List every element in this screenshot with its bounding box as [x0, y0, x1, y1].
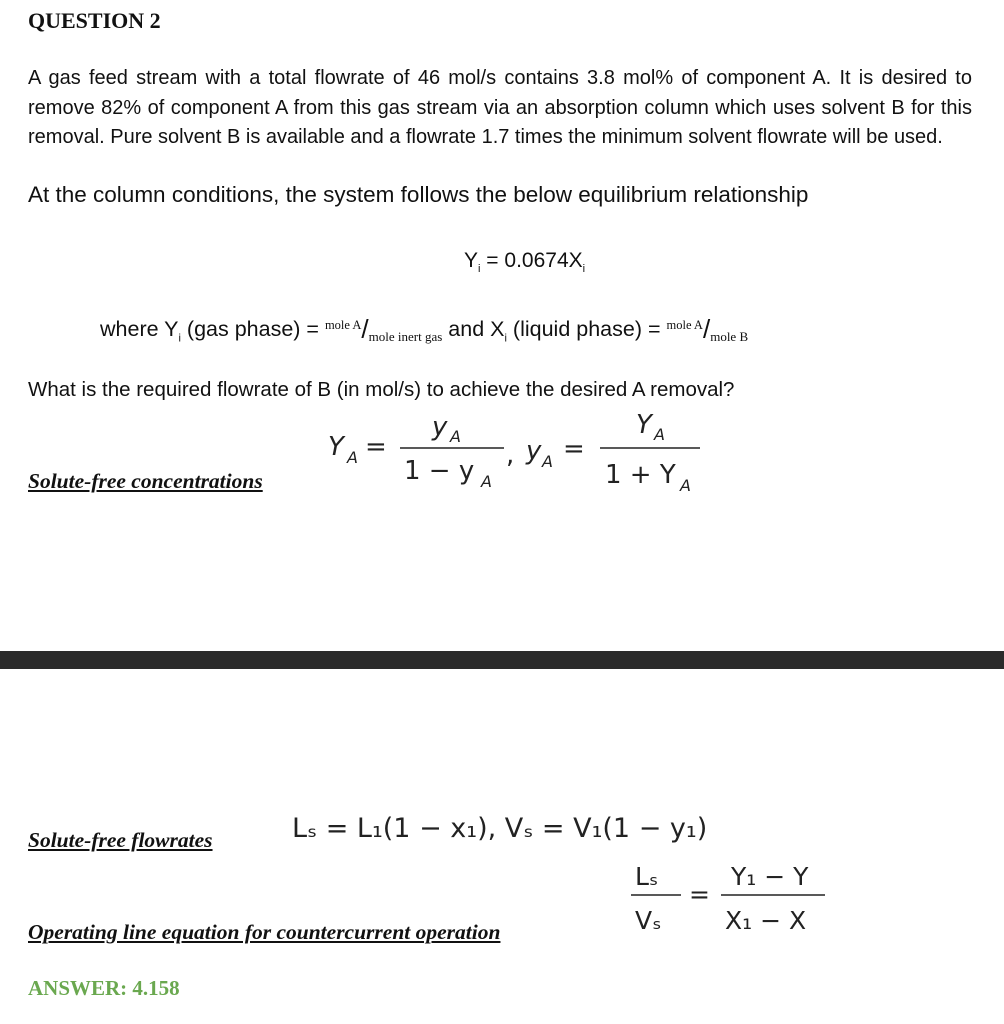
solute-free-concentrations-label: Solute-free concentrations — [28, 469, 263, 493]
concentration-formula — [320, 405, 720, 505]
equilibrium-rhs: = 0.0674X — [480, 249, 583, 272]
unit2-slash: / — [702, 314, 711, 344]
unit1-denominator: mole inert gas — [368, 329, 443, 344]
op-lhs-num: Lₛ — [635, 862, 659, 891]
conc-num1-sub: A — [450, 427, 461, 446]
answer-text: ANSWER: 4.158 — [28, 976, 180, 1000]
conc-lhs1: Y — [328, 432, 344, 462]
unit1-numerator: mole A — [324, 318, 362, 332]
equilibrium-lhs: Y — [464, 249, 479, 272]
conc-den1: 1 − y — [404, 456, 475, 486]
equilibrium-rhs-sub: i — [582, 263, 586, 276]
liquid-phase-text: (liquid phase) = — [506, 317, 667, 341]
unit1-slash: / — [361, 314, 369, 344]
question-prompt: What is the required flowrate of B (in mol/s) to achieve the desired A removal? — [28, 378, 735, 401]
op-rhs-den: X₁ − X — [725, 906, 807, 935]
op-eq: = — [689, 880, 710, 909]
conc-comma: , — [506, 440, 515, 470]
conc-num2: Y — [636, 410, 652, 440]
conc-den2-sub: A — [680, 476, 691, 495]
section-divider — [0, 651, 1004, 669]
unit2-denominator: mole B — [710, 329, 749, 344]
and-x-text: and X — [442, 317, 505, 341]
conc-den1-sub: A — [481, 472, 492, 491]
conc-eq2: = — [563, 434, 585, 464]
solute-free-flowrates-label: Solute-free flowrates — [28, 828, 213, 852]
problem-paragraph: A gas feed stream with a total flowrate of 46 mol/s contains 3.8 mol% of component A. It is desired to remove 82% of component A from this gas stream via an absorption column which uses solvent B for this removal. Pure solvent B is available and a flowrate 1.7 times the minimum solvent flowrate will be used. — [28, 67, 972, 148]
question-title: QUESTION 2 — [28, 8, 161, 33]
where-text: where Y — [100, 317, 179, 341]
conc-den2: 1 + Y — [605, 460, 676, 490]
equilibrium-equation — [464, 249, 585, 275]
operating-line-label: Operating line equation for countercurrent operation — [28, 920, 501, 944]
flowrates-formula: Lₛ = L₁(1 − x₁), Vₛ = V₁(1 − y₁) — [292, 813, 708, 844]
conc-lhs2-sub: A — [542, 452, 553, 471]
operating-line-formula — [625, 855, 835, 945]
conditions-text: At the column conditions, the system follows the below equilibrium relationship — [28, 182, 809, 207]
where-x-sub: i — [504, 332, 507, 345]
conc-eq1: = — [365, 432, 387, 462]
conc-lhs2: y — [526, 436, 542, 466]
op-lhs-den: Vₛ — [635, 906, 662, 935]
where-y-sub: i — [178, 332, 181, 345]
op-rhs-num: Y₁ − Y — [731, 862, 809, 891]
conc-num2-sub: A — [654, 425, 665, 444]
equilibrium-lhs-sub: i — [478, 263, 481, 276]
units-definition — [100, 314, 748, 345]
gas-phase-text: (gas phase) = — [180, 317, 325, 341]
unit2-numerator: mole A — [666, 318, 703, 332]
conc-lhs1-sub: A — [347, 448, 358, 467]
conc-num1: y — [432, 412, 448, 442]
